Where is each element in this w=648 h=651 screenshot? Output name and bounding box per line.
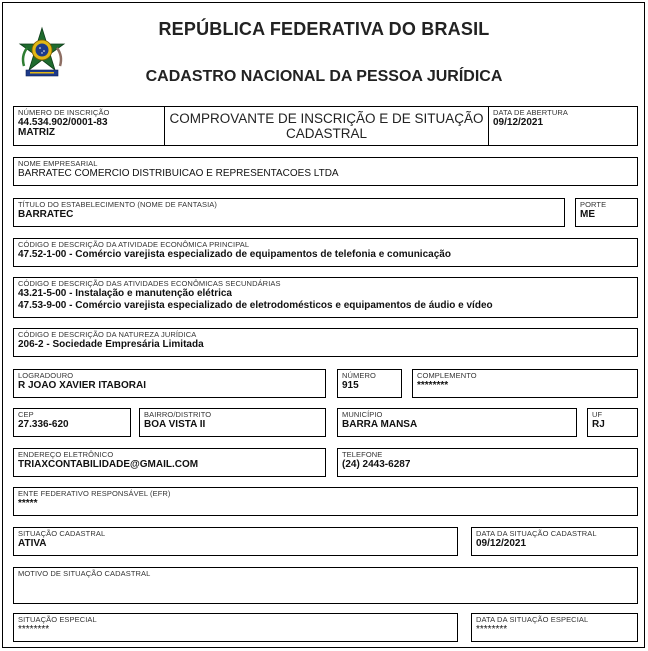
comprovante-box	[164, 106, 489, 146]
porte-label: PORTE	[580, 200, 607, 209]
uf-value: RJ	[592, 419, 605, 430]
data-situacao-especial-box	[471, 613, 638, 642]
data-situacao-especial-label: DATA DA SITUAÇÃO ESPECIAL	[476, 615, 589, 624]
efr-label: ENTE FEDERATIVO RESPONSÁVEL (EFR)	[18, 489, 171, 498]
telefone-value: (24) 2443-6287	[342, 459, 411, 470]
municipio-box	[337, 408, 577, 437]
atividade-principal-value: 47.52-1-00 - Comércio varejista especializado de equipamentos de telefonia e comunicação	[18, 249, 451, 260]
efr-box	[13, 487, 638, 516]
situacao-cadastral-box	[13, 527, 458, 556]
porte-box	[575, 198, 638, 227]
nome-fantasia-value: BARRATEC	[18, 209, 74, 220]
uf-box	[587, 408, 638, 437]
nome-empresarial-value: BARRATEC COMERCIO DISTRIBUICAO E REPRESENTACOES LTDA	[18, 168, 339, 179]
atividade-principal-label: CÓDIGO E DESCRIÇÃO DA ATIVIDADE ECONÔMICA PRINCIPAL	[18, 240, 250, 249]
natureza-juridica-label: CÓDIGO E DESCRIÇÃO DA NATUREZA JURÍDICA	[18, 330, 197, 339]
uf-label: UF	[592, 410, 603, 419]
cep-label: CEP	[18, 410, 34, 419]
atividade-secundaria-item: 47.53-9-00 - Comércio varejista especializado de eletrodomésticos e equipamentos de áudio e vídeo	[18, 300, 493, 311]
bairro-label: BAIRRO/DISTRITO	[144, 410, 212, 419]
nome-empresarial-box	[13, 157, 638, 186]
cnpj-title: CADASTRO NACIONAL DA PESSOA JURÍDICA	[145, 68, 503, 85]
situacao-cadastral-label: SITUAÇÃO CADASTRAL	[18, 529, 106, 538]
inscricao-box	[13, 106, 165, 146]
natureza-juridica-value: 206-2 - Sociedade Empresária Limitada	[18, 339, 204, 350]
comprovante-title-line1: COMPROVANTE DE INSCRIÇÃO E DE SITUAÇÃO	[169, 111, 484, 126]
numero-box	[337, 369, 402, 398]
numero-value: 915	[342, 380, 359, 391]
situacao-especial-value: ********	[18, 624, 50, 635]
comprovante-title-line2: CADASTRAL	[285, 126, 368, 141]
logradouro-label: LOGRADOURO	[18, 371, 74, 380]
motivo-situacao-label: MOTIVO DE SITUAÇÃO CADASTRAL	[18, 569, 151, 578]
situacao-especial-label: SITUAÇÃO ESPECIAL	[18, 615, 97, 624]
data-situacao-value: 09/12/2021	[476, 538, 527, 549]
complemento-value: ********	[417, 380, 449, 391]
email-value: TRIAXCONTABILIDADE@GMAIL.COM	[18, 459, 199, 470]
municipio-value: BARRA MANSA	[342, 419, 418, 430]
atividades-secundarias-label: CÓDIGO E DESCRIÇÃO DAS ATIVIDADES ECONÔMICAS SECUNDÁRIAS	[18, 279, 281, 288]
situacao-cadastral-value: ATIVA	[18, 538, 47, 549]
email-box	[13, 448, 326, 477]
nome-empresarial-label: NOME EMPRESARIAL	[18, 159, 98, 168]
inscricao-value: 44.534.902/0001-83	[18, 117, 108, 128]
email-label: ENDEREÇO ELETRÔNICO	[18, 450, 114, 459]
numero-label: NÚMERO	[342, 371, 376, 380]
porte-value: ME	[580, 209, 595, 220]
municipio-label: MUNICÍPIO	[342, 410, 383, 419]
logradouro-box	[13, 369, 326, 398]
data-situacao-label: DATA DA SITUAÇÃO CADASTRAL	[476, 529, 597, 538]
atividades-secundarias-box	[13, 277, 638, 318]
data-situacao-box	[471, 527, 638, 556]
nome-fantasia-label: TÍTULO DO ESTABELECIMENTO (NOME DE FANTASIA)	[18, 200, 218, 209]
telefone-label: TELEFONE	[342, 450, 383, 459]
natureza-juridica-box	[13, 328, 638, 357]
complemento-box	[412, 369, 638, 398]
cep-value: 27.336-620	[18, 419, 69, 430]
efr-value: *****	[18, 498, 38, 509]
complemento-label: COMPLEMENTO	[417, 371, 477, 380]
abertura-box	[488, 106, 638, 146]
atividade-principal-box	[13, 238, 638, 267]
nome-fantasia-box	[13, 198, 565, 227]
cep-box	[13, 408, 131, 437]
inscricao-label: NÚMERO DE INSCRIÇÃO	[18, 108, 110, 117]
abertura-label: DATA DE ABERTURA	[493, 108, 568, 117]
logradouro-value: R JOAO XAVIER ITABORAI	[18, 380, 146, 391]
telefone-box	[337, 448, 638, 477]
atividade-secundaria-item: 43.21-5-00 - Instalação e manutenção elétrica	[18, 288, 232, 299]
republic-title: REPÚBLICA FEDERATIVA DO BRASIL	[158, 19, 490, 39]
motivo-situacao-box	[13, 567, 638, 604]
inscricao-tipo: MATRIZ	[18, 127, 56, 138]
data-situacao-especial-value: ********	[476, 624, 508, 635]
bairro-box	[139, 408, 326, 437]
abertura-value: 09/12/2021	[493, 117, 544, 128]
bairro-value: BOA VISTA II	[144, 419, 206, 430]
situacao-especial-box	[13, 613, 458, 642]
